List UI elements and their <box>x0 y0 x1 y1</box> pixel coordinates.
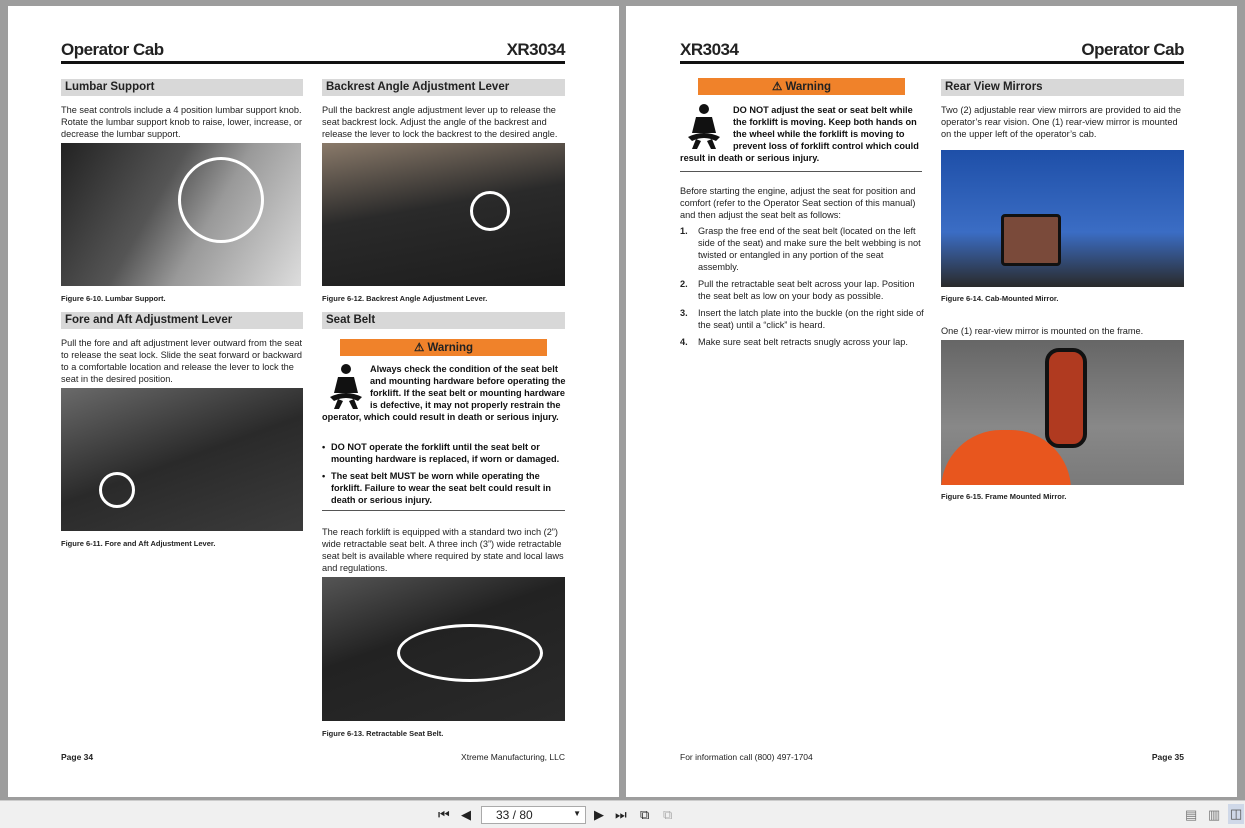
fore-aft-photo <box>61 388 303 531</box>
single-page-view-icon[interactable]: ▤ <box>1185 807 1198 822</box>
footer-phone: For information call (800) 497-1704 <box>680 752 813 762</box>
viewer-toolbar <box>0 800 1245 828</box>
step-item: 2. Pull the retractable seat belt across your lap. Position the seat belt as low on your body as possible. <box>680 279 915 301</box>
warning-bullets <box>322 436 567 506</box>
steps-list <box>680 225 924 353</box>
section-rear-view-mirrors: Rear View Mirrors <box>941 79 1184 96</box>
step-item: 4. Make sure seat belt retracts snugly across your lap. <box>680 337 908 347</box>
figure-caption: Figure 6-10. Lumbar Support. <box>61 294 166 303</box>
figure-caption: Figure 6-14. Cab-Mounted Mirror. <box>941 294 1059 303</box>
footer-company: Xtreme Manufacturing, LLC <box>461 752 565 762</box>
intro-text: Before starting the engine, adjust the seat for position and comfort (refer to the Operator Seat section of this manual) and then adjust the seat belt as follows: <box>680 186 916 220</box>
page-number: Page 35 <box>1151 752 1184 762</box>
fore-aft-text: Pull the fore and aft adjustment lever outward from the seat to release the seat lock. Slide the seat forward or backward to a comfortable location and release the lever to lock the seat in the desired position. <box>61 338 303 384</box>
warning-banner <box>340 339 547 356</box>
warning-label: Warning <box>427 342 474 354</box>
step-item: 3. Insert the latch plate into the buckle (on the right side of the seat) until a “click” is heard. <box>680 308 924 330</box>
page-number: Page 34 <box>61 752 94 762</box>
warning-triangle-icon: ⚠ <box>413 342 428 354</box>
previous-page-icon[interactable]: ◀ <box>461 807 471 822</box>
two-page-view-icon[interactable]: ◫ <box>1228 804 1244 824</box>
figure-caption: Figure 6-12. Backrest Angle Adjustment Lever. <box>322 294 488 303</box>
section-seat-belt: Seat Belt <box>322 312 565 329</box>
seat-belt-warning-text: Always check the condition of the seat belt and mounting hardware before operating the forklift. If the seat belt or mounting hardware is defective, it may not properly restrain the operator, which could result in death or serious injury. <box>322 364 566 422</box>
cab-mirror-photo <box>941 150 1184 287</box>
bullet-item: • The seat belt MUST be worn while operating the forklift. Failure to wear the seat belt could result in death or serious injury. <box>322 471 552 505</box>
lumbar-photo <box>61 143 301 286</box>
frame-mirror-text: One (1) rear-view mirror is mounted on the frame. <box>941 326 1144 336</box>
first-page-icon[interactable]: ⏮ <box>438 807 450 822</box>
header-model: XR3034 <box>680 40 739 59</box>
fit-width-icon[interactable]: ⧉ <box>663 807 673 822</box>
chevron-down-icon: ▼ <box>573 809 581 818</box>
warning-banner <box>698 78 905 95</box>
lumbar-text: The seat controls include a 4 position lumbar support knob. Rotate the lumbar support knob to raise, lower, increase, or decrease the lumbar support. <box>61 105 303 139</box>
divider <box>322 510 565 511</box>
fit-page-icon[interactable]: ⧉ <box>640 807 650 822</box>
warning-label: Warning <box>785 81 832 93</box>
figure-caption: Figure 6-13. Retractable Seat Belt. <box>322 729 444 738</box>
page-34 <box>8 6 619 797</box>
mirrors-text: Two (2) adjustable rear view mirrors are provided to aid the operator’s rear vision. One (1) rear-view mirror is mounted on the upper left of the operator’s cab. <box>941 105 1182 139</box>
continuous-view-icon[interactable]: ▥ <box>1208 807 1221 822</box>
figure-caption: Figure 6-15. Frame Mounted Mirror. <box>941 492 1067 501</box>
seat-belt-text: The reach forklift is equipped with a standard two inch (2”) wide retractable seat belt. A three inch (3”) wide retractable seat belt is available where required by state and local laws and regulations. <box>322 527 564 573</box>
header-model: XR3034 <box>506 40 565 59</box>
divider <box>680 171 922 172</box>
frame-mirror-photo <box>941 340 1184 485</box>
backrest-text: Pull the backrest angle adjustment lever up to release the seat backrest lock. Adjust the angle of the backrest and release the lever to lock the backrest to the desired angle. <box>322 105 558 139</box>
header-rule <box>680 61 1184 64</box>
page-select[interactable]: 33 / 80 ▼ <box>481 806 586 824</box>
step-item: 1. Grasp the free end of the seat belt (located on the left side of the seat) and make sure the belt webbing is not twisted or entangled in any portion of the seat assembly. <box>680 226 921 272</box>
section-fore-aft: Fore and Aft Adjustment Lever <box>61 312 303 329</box>
figure-caption: Figure 6-11. Fore and Aft Adjustment Lever. <box>61 539 216 548</box>
header-rule <box>61 61 565 64</box>
header-title: Operator Cab <box>61 40 164 59</box>
bullet-item: • DO NOT operate the forklift until the seat belt or mounting hardware is replaced, if worn or damaged. <box>322 442 560 464</box>
next-page-icon[interactable]: ▶ <box>594 807 604 822</box>
warning-triangle-icon: ⚠ <box>771 81 786 93</box>
section-lumbar-support: Lumbar Support <box>61 79 303 96</box>
last-page-icon[interactable]: ⏭ <box>615 807 627 822</box>
seat-warning-text: DO NOT adjust the seat or seat belt while the forklift is moving. Keep both hands on the wheel while the forklift is moving to prevent loss of forklift control which could result in death or serious injury. <box>680 105 919 163</box>
page-35 <box>626 6 1237 797</box>
section-backrest: Backrest Angle Adjustment Lever <box>322 79 565 96</box>
seat-belt-photo <box>322 577 565 721</box>
header-title: Operator Cab <box>1081 40 1184 59</box>
backrest-photo <box>322 143 565 286</box>
